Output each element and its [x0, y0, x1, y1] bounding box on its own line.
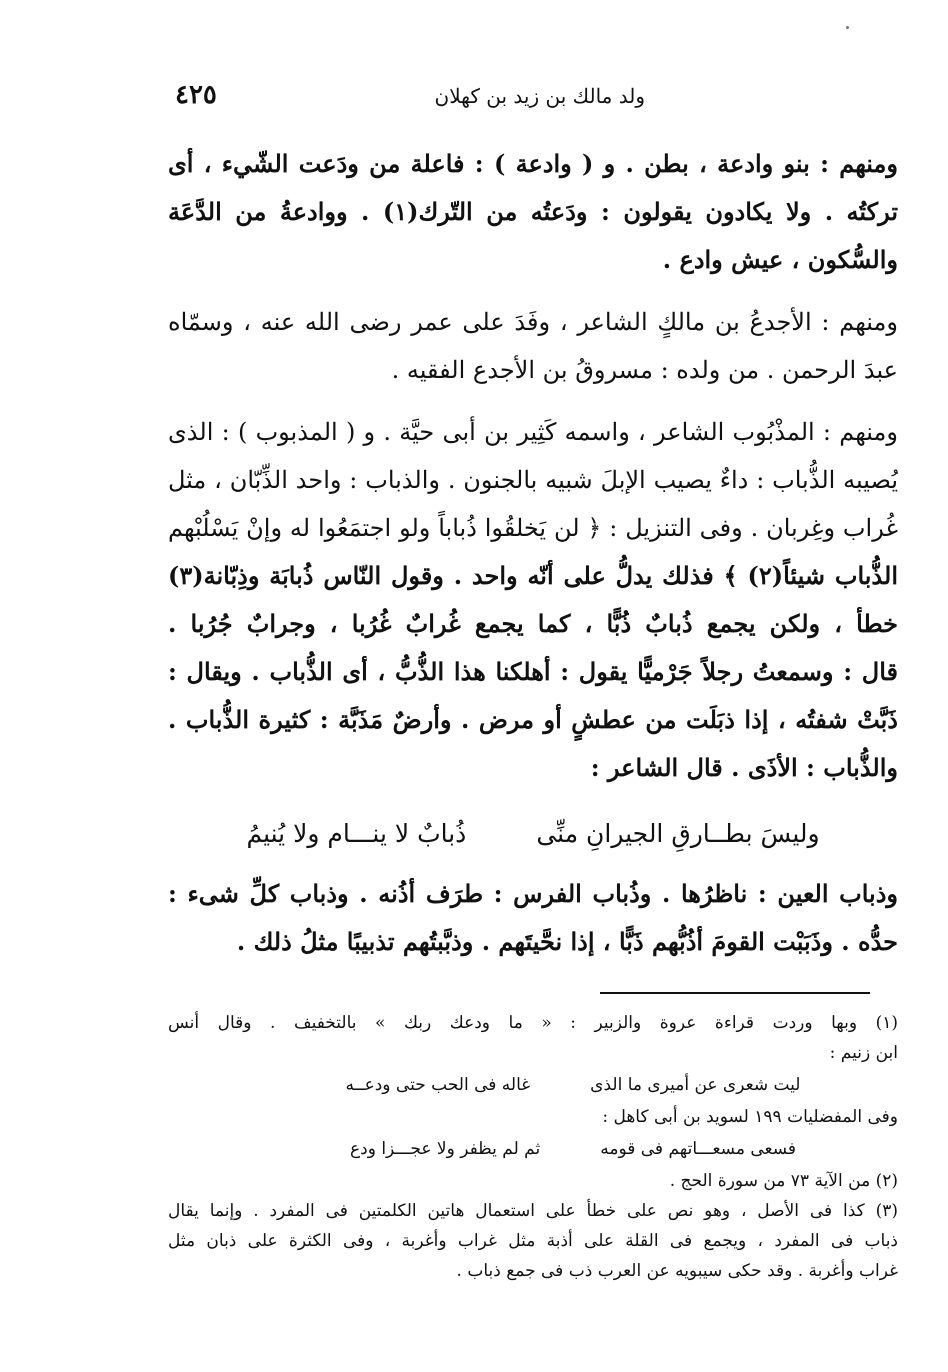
text-line: ومنهم : الأجدعُ بن مالكٍ الشاعر ، وفَدَ على عمر رضى الله عنه ، وسمّاه — [168, 308, 898, 336]
paragraph-ajda — [168, 298, 898, 394]
text-line: ومنهم : المذْبُوب الشاعر ، واسمه كَثِير بن أبى حيَّة . و ( المذبوب ) : الذى — [168, 418, 898, 446]
footnote-verse — [168, 1132, 898, 1166]
verse-first-hemistich: وليسَ بطــارقِ الجيرانِ منِّى — [536, 819, 820, 848]
text-line: والسُّكون ، عيش وادع . — [662, 245, 898, 274]
paragraph-madhbub — [168, 408, 898, 792]
main-text — [168, 140, 898, 980]
page-header — [175, 80, 895, 118]
poem-verse — [168, 806, 898, 862]
footnote-1-line: (١) وبها وردت قراءة عروة والزبير : « ما ودعك ربك » بالتخفيف . وقال أنس — [168, 1013, 898, 1033]
text-line: الذُّباب شيئاً(٢) ﴾ فذلك يدلُّ على أنّه واحد . وقول النّاس ذُبابَة وذِبّانة(٣) — [168, 561, 898, 590]
text-line: عبدَ الرحمن . من ولده : مسروقُ بن الأجدع الفقيه . — [391, 356, 898, 384]
paragraph-wadia — [168, 140, 898, 284]
footnote-3-line: ذباب فى المفرد ، ويجمع فى القلة على أذبة مثل غراب وأغربة ، وفى الكثرة على ذبان مثل — [168, 1231, 898, 1251]
footnote-2: (٢) من الآية ٧٣ من سورة الحج . — [669, 1171, 898, 1191]
page-number: ٤٢٥ — [175, 80, 217, 110]
verse-second-hemistich: ذُبابٌ لا ينـــام ولا يُنيمُ — [246, 819, 467, 848]
footnote-verse-first: فسعى مسعـــاتهم فى قومه — [600, 1139, 796, 1159]
footnote-verse — [168, 1068, 898, 1102]
footnotes — [168, 1008, 898, 1286]
text-line: قال : وسمعتُ رجلاً جَرْميًّا يقول : أهلكنا هذا الذُّبُّ ، أى الذُّباب . ويقال : — [168, 657, 898, 686]
text-line: تركتُه . ولا يكادون يقولون : ودَعتُه من التّرك(١) . ووادعةُ من الدَّعَة — [168, 197, 898, 226]
footnote-separator — [600, 992, 870, 994]
footnote-1-source: وفى المفضليات ١٩٩ لسويد بن أبى كاهل : — [602, 1107, 898, 1127]
text-line: يُصيبه الذُّباب : داءٌ يصيب الإبلَ شبيه بالجنون . والذباب : واحد الذِّبّان ، مثل — [168, 466, 898, 494]
ink-speck — [846, 26, 849, 29]
footnote-verse-second: غاله فى الحب حتى ودعــه — [345, 1075, 531, 1095]
text-line: ومنهم : بنو وادعة ، بطن . و ( وادعة ) : فاعلة من ودَعت الشّيء ، أى — [168, 149, 898, 178]
footnote-verse-first: ليت شعرى عن أميرى ما الذى — [590, 1075, 801, 1095]
paragraph-closing — [168, 870, 898, 966]
text-line: خطأ ، ولكن يجمع ذُبابٌ ذُبًّا ، كما يجمع غُرابٌ غُرُبا ، وجرابٌ جُرُبا . — [168, 609, 898, 638]
footnote-3-line: غراب وأغربة . وقد حكى سيبويه عن العرب ذب فى جمع ذباب . — [456, 1261, 898, 1281]
text-line: والذُّباب : الأذَى . قال الشاعر : — [590, 753, 898, 782]
text-line: وذباب العين : ناظرُها . وذُباب الفرس : طرَف أذُنه . وذباب كلِّ شىء : — [168, 879, 898, 908]
footnote-1-line: ابن زنيم : — [829, 1043, 898, 1063]
footnote-3-line: (٣) كذا فى الأصل ، وهو نص على خطأ على استعمال هاتين الكلمتين فى المفرد . وإنما يقال — [168, 1201, 898, 1221]
footnote-verse-second: ثم لم يظفر ولا عجـــزا ودع — [350, 1139, 541, 1159]
text-line: غُراب وغِربان . وفى التنزيل : ﴿ لن يَخلقُوا ذُباباً ولو اجتمَعُوا له وإنْ يَسْلُبْهم — [168, 514, 898, 542]
text-line: حدُّه . وذَبَبْت القومَ أذُبُّهم ذَبًّا ، إذا نحَّيتَهم . وذبَّبتُهم تذبيبًا مثلُ ذلك . — [236, 927, 898, 956]
running-title: ولد مالك بن زيد بن كهلان — [434, 84, 645, 108]
text-line: ذَبَّتْ شفتُه ، إذا ذبَلَت من عطشٍ أو مرض . وأرضٌ مَذَبَّة : كثيرة الذُّباب . — [168, 705, 898, 734]
